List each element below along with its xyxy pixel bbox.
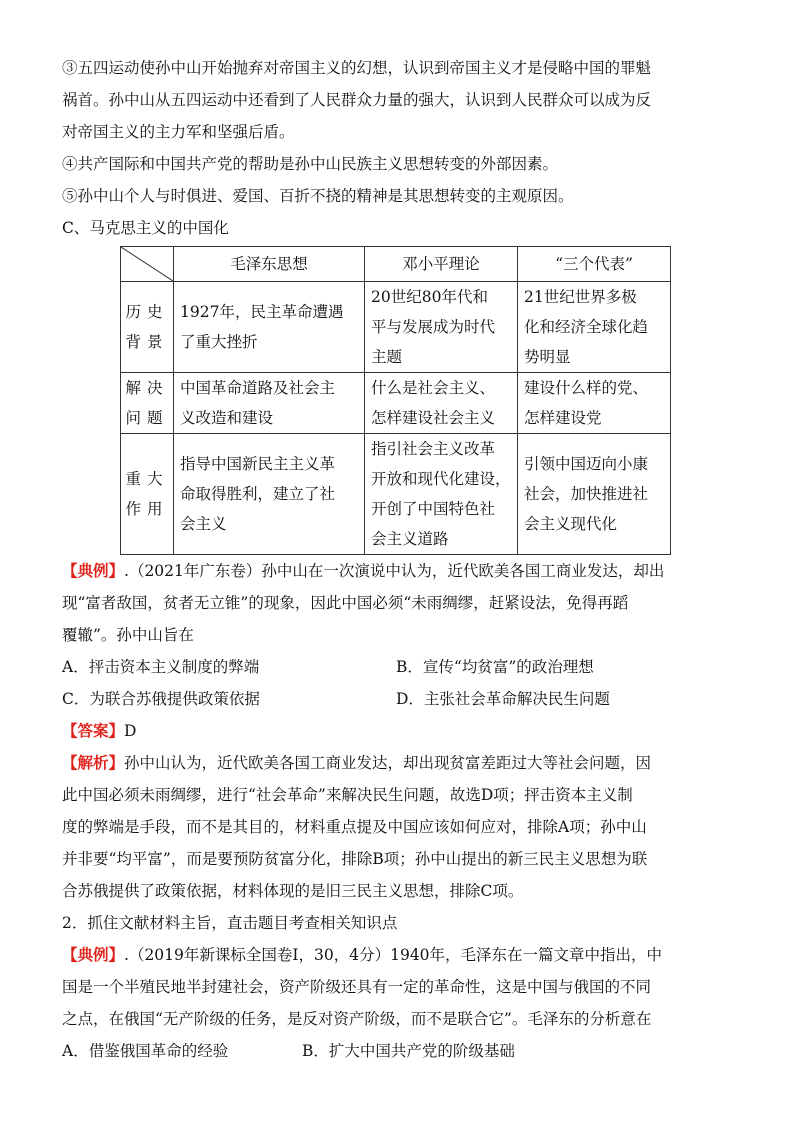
example1-options-row-1 bbox=[62, 651, 734, 683]
comparison-table-wrapper bbox=[120, 246, 734, 555]
heading-2: 2．抓住文献材料主旨，直击题目考查相关知识点 bbox=[62, 914, 398, 932]
cell-role-mao: 指导中国新民主主义革 命取得胜利，建立了社 会主义 bbox=[174, 434, 365, 555]
example2-options-row-1 bbox=[62, 1035, 734, 1067]
cell-problems-deng: 什么是社会主义、 怎样建设社会主义 bbox=[365, 373, 518, 434]
cell-problems-mao: 中国革命道路及社会主 义改造和建设 bbox=[174, 373, 365, 434]
example1-option-b: B．宣传“均贫富”的政治理想 bbox=[396, 658, 594, 676]
section-c-heading: C、马克思主义的中国化 bbox=[62, 219, 229, 237]
example1-option-c: C．为联合苏俄提供政策依据 bbox=[62, 690, 260, 708]
document-page bbox=[62, 52, 734, 1067]
comparison-table bbox=[120, 246, 671, 555]
point-3-line-2: 祸首。孙中山从五四运动中还看到了人民群众力量的强大，认识到人民群众可以成为反 bbox=[62, 91, 652, 109]
analysis-tag: 【解析】 bbox=[62, 753, 125, 772]
analysis-line-3: 度的弊端是手段，而不是其目的，材料重点提及中国应该如何应对，排除A项；孙中山 bbox=[62, 818, 647, 836]
example2-line-2: 国是一个半殖民地半封建社会，资产阶级还具有一定的革命性，这是中国与俄国的不同 bbox=[62, 978, 652, 996]
diagonal-line bbox=[121, 247, 173, 281]
example1-option-d: D．主张社会革命解决民生问题 bbox=[396, 690, 610, 708]
answer-value: D bbox=[124, 722, 137, 740]
example2-tag: 【典例】 bbox=[62, 945, 125, 964]
example1-tag: 【典例】 bbox=[62, 561, 125, 580]
table-header-row bbox=[121, 247, 671, 282]
example1-line-2: 现“富者敌国，贫者无立锥”的现象，因此中国必须“未雨绸缪，赶紧设法，免得再蹈 bbox=[62, 594, 629, 612]
example1-options-row-2 bbox=[62, 683, 734, 715]
analysis-line-4: 并非要“均平富”，而是要预防贫富分化，排除B项；孙中山提出的新三民主义思想为联 bbox=[62, 850, 648, 868]
analysis-line-5: 合苏俄提供了政策依据，材料体现的是旧三民主义思想，排除C项。 bbox=[62, 882, 524, 900]
row-label-background: 历史 背景 bbox=[121, 282, 174, 373]
example1-line-3: 覆辙”。孙中山旨在 bbox=[62, 626, 194, 644]
analysis-line-2: 此中国必须未雨绸缪，进行“社会革命”来解决民生问题，故选D项；抨击资本主义制 bbox=[62, 786, 633, 804]
point-5: ⑤孙中山个人与时俱进、爱国、百折不挠的精神是其思想转变的主观原因。 bbox=[62, 187, 574, 205]
analysis-line-1: 【解析】孙中山认为，近代欧美各国工商业发达，却出现贫富差距过大等社会问题，因 bbox=[62, 753, 652, 772]
point-4: ④共产国际和中国共产党的帮助是孙中山民族主义思想转变的外部因素。 bbox=[62, 155, 559, 173]
cell-role-three: 引领中国迈向小康 社会，加快推进社 会主义现代化 bbox=[518, 434, 671, 555]
row-label-problems: 解决 问题 bbox=[121, 373, 174, 434]
table-row-role bbox=[121, 434, 671, 555]
header-deng: 邓小平理论 bbox=[365, 247, 518, 282]
cell-problems-three: 建设什么样的党、 怎样建设党 bbox=[518, 373, 671, 434]
example2-option-b: B．扩大中国共产党的阶级基础 bbox=[302, 1042, 515, 1060]
answer-tag: 【答案】 bbox=[62, 721, 125, 740]
cell-background-mao: 1927年，民主革命遭遇 了重大挫折 bbox=[174, 282, 365, 373]
point-3-line-3: 对帝国主义的主力军和坚强后盾。 bbox=[62, 123, 295, 141]
header-three-represents: “三个代表” bbox=[518, 247, 671, 282]
header-mao: 毛泽东思想 bbox=[174, 247, 365, 282]
cell-role-deng: 指引社会主义改革 开放和现代化建设， 开创了中国特色社 会主义道路 bbox=[365, 434, 518, 555]
table-row-background bbox=[121, 282, 671, 373]
diagonal-corner-cell bbox=[121, 247, 174, 282]
row-label-role: 重大 作用 bbox=[121, 434, 174, 555]
example2-option-a: A．借鉴俄国革命的经验 bbox=[62, 1042, 229, 1060]
example1-option-a: A．抨击资本主义制度的弊端 bbox=[62, 658, 260, 676]
example2-line-1: 【典例】.（2019年新课标全国卷Ⅰ，30，4分）1940年，毛泽东在一篇文章中指出，中 bbox=[62, 945, 663, 964]
point-3-line-1: ③五四运动使孙中山开始抛弃对帝国主义的幻想，认识到帝国主义才是侵略中国的罪魁 bbox=[62, 59, 652, 77]
cell-background-three: 21世纪世界多极 化和经济全球化趋 势明显 bbox=[518, 282, 671, 373]
example1-answer bbox=[62, 715, 734, 747]
example2-line-3: 之点，在俄国“无产阶级的任务，是反对资产阶级，而不是联合它”。毛泽东的分析意在 bbox=[62, 1010, 652, 1028]
cell-background-deng: 20世纪80年代和 平与发展成为时代 主题 bbox=[365, 282, 518, 373]
example1-line-1: 【典例】.（2021年广东卷）孙中山在一次演说中认为，近代欧美各国工商业发达，却出 bbox=[62, 561, 665, 580]
table-row-problems bbox=[121, 373, 671, 434]
